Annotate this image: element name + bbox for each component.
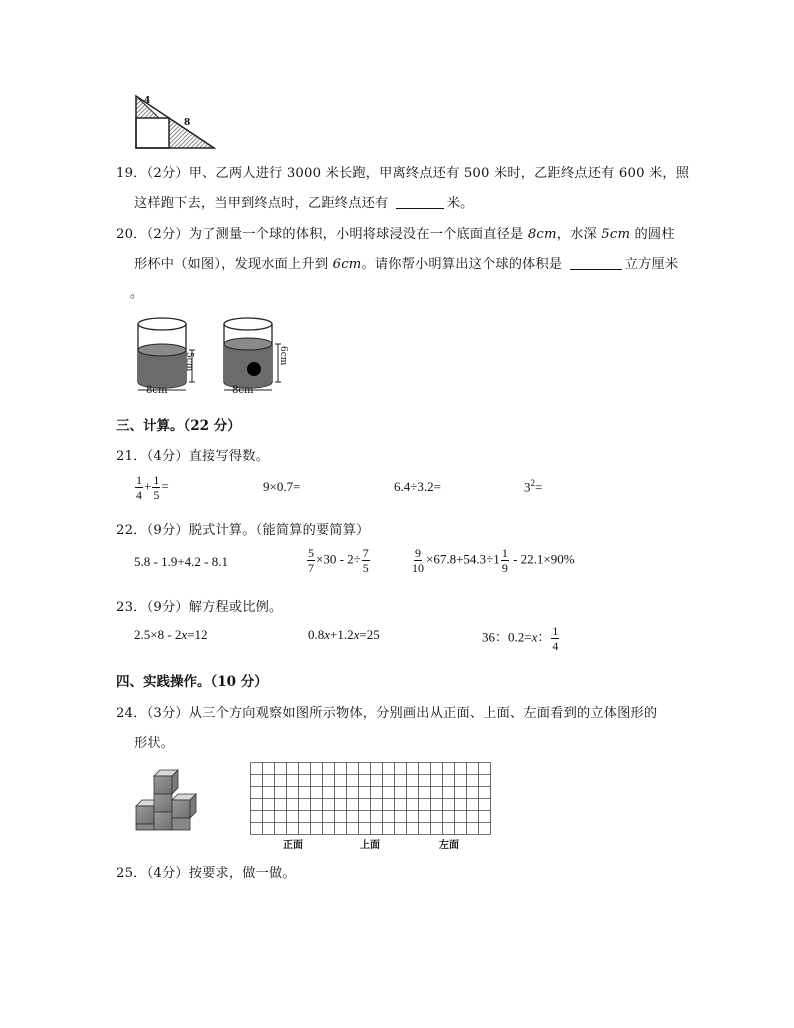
q22-expr3: $\frac{9}{10}$ ×67.8+54.3÷1 $\frac{1}{9}$ - 22.1×90% [412, 546, 575, 575]
q20-text-b: ，水深 [556, 227, 602, 242]
fraction: $\frac{1}{4}$ [552, 624, 559, 653]
q21-expr3: 6.4÷3.2= [394, 479, 441, 494]
q19-answer-blank[interactable] [396, 195, 444, 209]
q20-unit: 立方厘米 [624, 257, 679, 272]
section-4-heading: 四、实践操作。（10 分） [116, 674, 268, 690]
q20-line1 [116, 223, 675, 242]
q20-answer-blank[interactable] [570, 256, 622, 270]
q20-diameter: 8cm [527, 227, 557, 242]
q21-expr4: $3^2=$ [524, 478, 543, 495]
q20-line2 [134, 253, 678, 272]
cup1-height-label: 5cm [184, 352, 194, 372]
fraction: $\frac{5}{7}$ [308, 546, 314, 575]
q25-title: 25．（4分）按要求，做一做。 [116, 866, 296, 881]
drawing-grid[interactable] [250, 762, 491, 836]
q23-expr2: 0.8x+1.2x=25 [308, 627, 380, 642]
fraction: $\frac{1}{4}$ [136, 473, 142, 502]
q20-new-depth: 6cm [332, 257, 362, 272]
q24-line1: 24．（3分）从三个方向观察如图所示物体，分别画出从正面、上面、左面看到的立体图形的 [116, 706, 658, 721]
q20-text-c: 的圆柱 [630, 227, 675, 242]
q20-depth: 5cm [601, 227, 631, 242]
fraction: $\frac{1}{5}$ [153, 473, 160, 502]
q23-expr3: 36：0.2=x： $\frac{1}{4}$ [482, 624, 559, 653]
fraction: $\frac{1}{9}$ [501, 546, 508, 575]
q20-text-d: 形杯中（如图），发现水面上升到 [134, 257, 333, 272]
triangle-label-8: 8 [184, 118, 191, 128]
q19-text: 这样跑下去，当甲到终点时，乙距终点还有 [134, 196, 389, 211]
grid-label-left: 左面 [439, 840, 459, 851]
cup2-height-label: 6cm [278, 346, 288, 366]
q22-expr1: 5.8 - 1.9+4.2 - 8.1 [134, 554, 228, 569]
q20-text-e: 。请你帮小明算出这个球的体积是 [361, 257, 563, 272]
grid-label-top: 上面 [360, 840, 380, 851]
ball [247, 362, 261, 376]
triangle-label-4: 4 [144, 96, 151, 106]
section-3-heading: 三、计算。（22 分） [116, 418, 241, 434]
q21-expr2: 9×0.7= [263, 479, 301, 494]
cup2-diameter-label: 8cm [232, 385, 254, 396]
q20-line3: 。 [130, 286, 144, 301]
grid-label-front: 正面 [283, 840, 303, 851]
q21-title: 21．（4分）直接写得数。 [116, 449, 270, 464]
fraction: $\frac{9}{10}$ [412, 546, 424, 575]
q19-line1: 19．（2分）甲、乙两人进行 3000 米长跑，甲离终点还有 500 米时，乙距终点还有 600 米，照 [116, 166, 690, 181]
cubes-figure [134, 762, 204, 834]
q23-title: 23．（9分）解方程或比例。 [116, 600, 283, 615]
q24-line2: 形状。 [134, 736, 175, 751]
q22-title: 22．（9分）脱式计算。（能简算的要简算） [116, 523, 370, 538]
q19-unit: 米。 [446, 196, 474, 211]
fraction: $\frac{7}{5}$ [362, 546, 369, 575]
q21-expr1: $\frac{1}{4}$ + $\frac{1}{5}$ = [136, 473, 169, 502]
q19-line2 [134, 192, 474, 211]
q23-expr1: 2.5×8 - 2x=12 [134, 627, 208, 642]
q20-text-a: 20．（2分）为了测量一个球的体积，小明将球浸没在一个底面直径是 [116, 227, 528, 242]
cup1-diameter-label: 8cm [146, 385, 168, 396]
cup-2 [224, 318, 281, 390]
inner-square [136, 118, 169, 148]
q22-expr2: $\frac{5}{7}$ ×30 - 2÷ $\frac{7}{5}$ [308, 546, 369, 575]
